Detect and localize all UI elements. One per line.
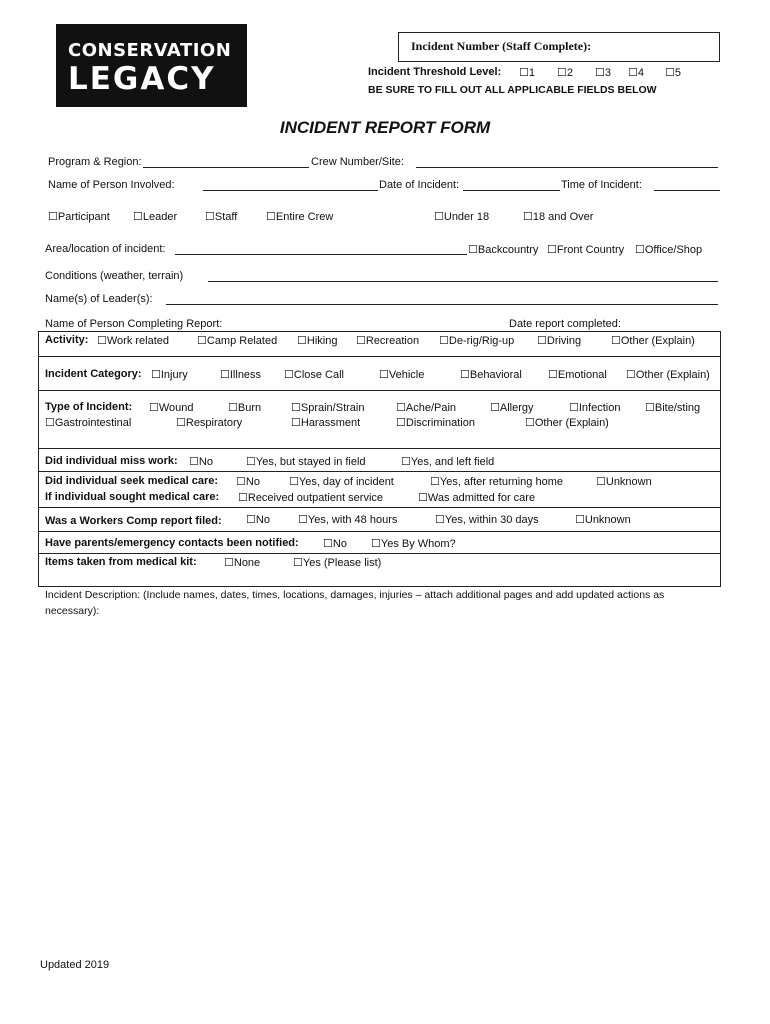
seek-care-label: Did individual seek medical care:: [45, 475, 219, 487]
conditions-label: Conditions (weather, terrain): [45, 270, 184, 282]
seek-care-after-checkbox[interactable]: ☐ Yes, after returning home: [430, 475, 563, 488]
type-label: Type of Incident:: [45, 401, 133, 413]
miss-work-stayed-checkbox[interactable]: ☐ Yes, but stayed in field: [246, 455, 366, 468]
category-label: Incident Category:: [45, 368, 142, 380]
category-illness-checkbox[interactable]: ☐ Illness: [220, 368, 261, 381]
med-kit-none-checkbox[interactable]: ☐ None: [224, 556, 260, 569]
name-involved-field[interactable]: [203, 190, 378, 191]
activity-other-checkbox[interactable]: ☐ Other (Explain): [611, 334, 695, 347]
entire-crew-checkbox[interactable]: ☐ Entire Crew: [266, 210, 333, 223]
activity-driving-checkbox[interactable]: ☐ Driving: [537, 334, 581, 347]
parents-label: Have parents/emergency contacts been notified:: [45, 537, 299, 549]
threshold-3-checkbox[interactable]: ☐ 3: [595, 66, 611, 79]
date-incident-label: Date of Incident:: [379, 179, 460, 191]
workers-comp-48-checkbox[interactable]: ☐ Yes, with 48 hours: [298, 513, 397, 526]
threshold-label: Incident Threshold Level:: [368, 66, 502, 78]
med-kit-yes-checkbox[interactable]: ☐ Yes (Please list): [293, 556, 381, 569]
category-close-call-checkbox[interactable]: ☐ Close Call: [284, 368, 344, 381]
updated-footer: Updated 2019: [40, 959, 110, 971]
over-18-checkbox[interactable]: ☐ 18 and Over: [523, 210, 593, 223]
type-sprain-checkbox[interactable]: ☐ Sprain/Strain: [291, 401, 364, 414]
admitted-checkbox[interactable]: ☐ Was admitted for care: [418, 491, 535, 504]
divider: [38, 471, 721, 472]
crew-number-label: Crew Number/Site:: [311, 156, 404, 168]
miss-work-label: Did individual miss work:: [45, 455, 178, 467]
activity-recreation-checkbox[interactable]: ☐ Recreation: [356, 334, 419, 347]
leader-checkbox[interactable]: ☐ Leader: [133, 210, 177, 223]
date-completed-label: Date report completed:: [509, 318, 621, 330]
activity-hiking-checkbox[interactable]: ☐ Hiking: [297, 334, 337, 347]
description-area[interactable]: [45, 625, 720, 945]
logo-line2: LEGACY: [68, 61, 216, 97]
seek-care-no-checkbox[interactable]: ☐ No: [236, 475, 260, 488]
divider: [38, 356, 721, 357]
sought-care-label: If individual sought medical care:: [45, 491, 220, 503]
incident-number-box[interactable]: [398, 32, 720, 62]
name-involved-label: Name of Person Involved:: [48, 179, 175, 191]
category-vehicle-checkbox[interactable]: ☐ Vehicle: [379, 368, 424, 381]
parents-no-checkbox[interactable]: ☐ No: [323, 537, 347, 550]
category-other-checkbox[interactable]: ☐ Other (Explain): [626, 368, 710, 381]
divider: [38, 507, 721, 508]
activity-label: Activity:: [45, 334, 89, 346]
parents-yes-checkbox[interactable]: ☐ Yes By Whom?: [371, 537, 456, 550]
conditions-field[interactable]: [208, 281, 718, 282]
divider: [38, 390, 721, 391]
type-respiratory-checkbox[interactable]: ☐ Respiratory: [176, 416, 242, 429]
divider: [38, 531, 721, 532]
backcountry-checkbox[interactable]: ☐ Backcountry: [468, 243, 538, 256]
description-label: Incident Description: (Include names, dates, times, locations, damages, injuries – attach additional pages and add updated actions as: [45, 589, 665, 601]
type-other-checkbox[interactable]: ☐ Other (Explain): [525, 416, 609, 429]
type-allergy-checkbox[interactable]: ☐ Allergy: [490, 401, 534, 414]
category-emotional-checkbox[interactable]: ☐ Emotional: [548, 368, 607, 381]
under-18-checkbox[interactable]: ☐ Under 18: [434, 210, 489, 223]
med-kit-label: Items taken from medical kit:: [45, 556, 197, 568]
date-incident-field[interactable]: [463, 190, 560, 191]
divider: [38, 553, 721, 554]
activity-camp-related-checkbox[interactable]: ☐ Camp Related: [197, 334, 277, 347]
threshold-2-checkbox[interactable]: ☐ 2: [557, 66, 573, 79]
category-behavioral-checkbox[interactable]: ☐ Behavioral: [460, 368, 522, 381]
type-burn-checkbox[interactable]: ☐ Burn: [228, 401, 261, 414]
miss-work-left-checkbox[interactable]: ☐ Yes, and left field: [401, 455, 494, 468]
workers-comp-no-checkbox[interactable]: ☐ No: [246, 513, 270, 526]
area-label: Area/location of incident:: [45, 243, 166, 255]
leaders-field[interactable]: [166, 304, 718, 305]
program-region-field[interactable]: [143, 167, 309, 168]
crew-number-field[interactable]: [416, 167, 718, 168]
type-gastro-checkbox[interactable]: ☐ Gastrointestinal: [45, 416, 131, 429]
staff-checkbox[interactable]: ☐ Staff: [205, 210, 237, 223]
area-field[interactable]: [175, 254, 467, 255]
seek-care-day-checkbox[interactable]: ☐ Yes, day of incident: [289, 475, 394, 488]
threshold-5-checkbox[interactable]: ☐ 5: [665, 66, 681, 79]
conservation-legacy-logo: [56, 24, 247, 107]
time-incident-field[interactable]: [654, 190, 720, 191]
be-sure-notice: BE SURE TO FILL OUT ALL APPLICABLE FIELDS BELOW: [368, 84, 657, 96]
program-region-label: Program & Region:: [48, 156, 142, 168]
workers-comp-30-checkbox[interactable]: ☐ Yes, within 30 days: [435, 513, 539, 526]
form-title: INCIDENT REPORT FORM: [279, 118, 491, 137]
category-injury-checkbox[interactable]: ☐ Injury: [151, 368, 188, 381]
leaders-label: Name(s) of Leader(s):: [45, 293, 153, 305]
logo-line1: CONSERVATION: [68, 40, 232, 61]
workers-comp-unknown-checkbox[interactable]: ☐ Unknown: [575, 513, 631, 526]
time-incident-label: Time of Incident:: [561, 179, 642, 191]
activity-work-related-checkbox[interactable]: ☐ Work related: [97, 334, 169, 347]
type-infection-checkbox[interactable]: ☐ Infection: [569, 401, 620, 414]
type-ache-checkbox[interactable]: ☐ Ache/Pain: [396, 401, 456, 414]
threshold-1-checkbox[interactable]: ☐ 1: [519, 66, 535, 79]
type-harassment-checkbox[interactable]: ☐ Harassment: [291, 416, 360, 429]
completing-label: Name of Person Completing Report:: [45, 318, 223, 330]
type-wound-checkbox[interactable]: ☐ Wound: [149, 401, 194, 414]
front-country-checkbox[interactable]: ☐ Front Country: [547, 243, 624, 256]
outpatient-checkbox[interactable]: ☐ Received outpatient service: [238, 491, 383, 504]
type-discrimination-checkbox[interactable]: ☐ Discrimination: [396, 416, 475, 429]
miss-work-no-checkbox[interactable]: ☐ No: [189, 455, 213, 468]
description-label-cont: necessary):: [45, 605, 100, 617]
activity-derig-checkbox[interactable]: ☐ De-rig/Rig-up: [439, 334, 514, 347]
divider: [38, 448, 721, 449]
office-shop-checkbox[interactable]: ☐ Office/Shop: [635, 243, 702, 256]
seek-care-unknown-checkbox[interactable]: ☐ Unknown: [596, 475, 652, 488]
workers-comp-label: Was a Workers Comp report filed:: [45, 515, 222, 527]
incident-number-label: Incident Number (Staff Complete):: [411, 39, 592, 53]
participant-checkbox[interactable]: ☐ Participant: [48, 210, 110, 223]
type-bite-checkbox[interactable]: ☐ Bite/sting: [645, 401, 700, 414]
threshold-4-checkbox[interactable]: ☐ 4: [628, 66, 644, 79]
